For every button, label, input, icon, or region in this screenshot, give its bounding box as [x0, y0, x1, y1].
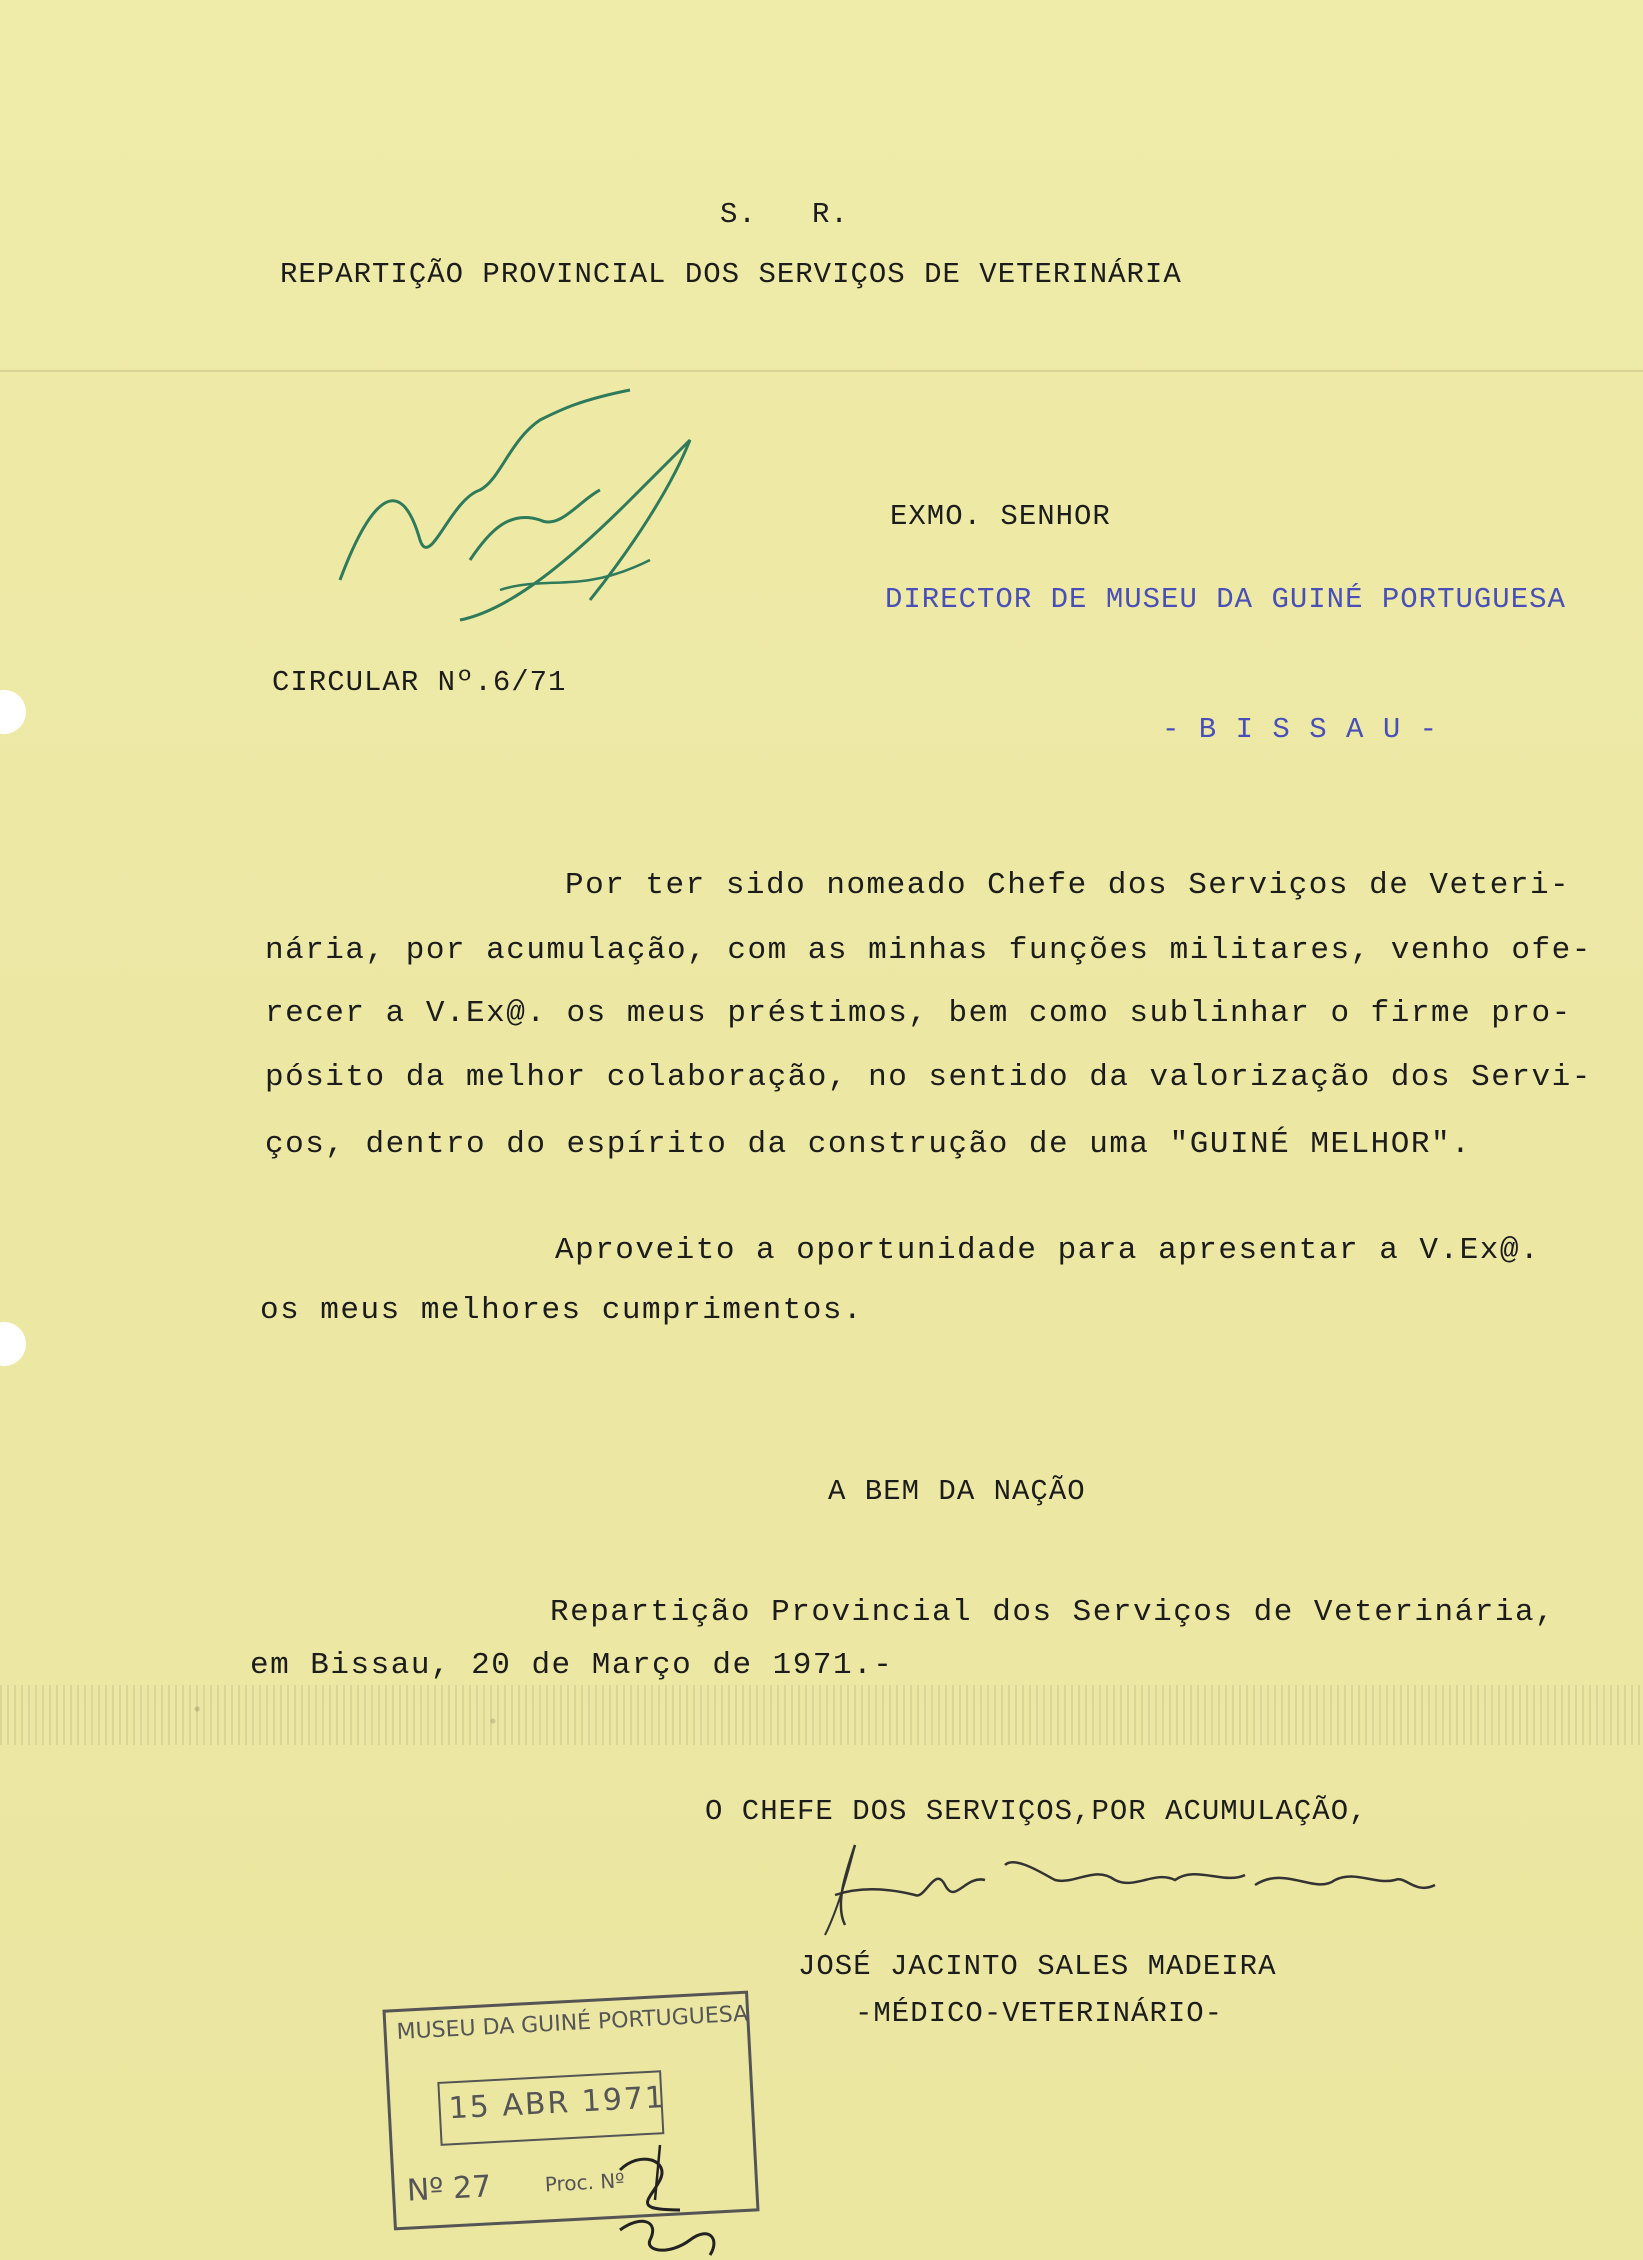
handwritten-annotation [330, 380, 730, 650]
recipient-city: - B I S S A U - [1162, 713, 1439, 746]
signatory-role: -MÉDICO-VETERINÁRIO- [855, 1997, 1224, 2030]
stamp-date: 15 ABR 1971 [447, 2080, 667, 2127]
paper-fold [0, 370, 1643, 372]
punch-hole [0, 1322, 26, 1366]
body-line: pósito da melhor colaboração, no sentido da valorização dos Servi- [265, 1060, 1592, 1095]
signature [815, 1825, 1455, 1945]
recipient-line: DIRECTOR DE MUSEU DA GUINÉ PORTUGUESA [885, 583, 1566, 616]
body-line: ços, dentro do espírito da construção de uma "GUINÉ MELHOR". [265, 1127, 1472, 1162]
stamp-number: Nº 27 [406, 2169, 493, 2209]
stamp-handwriting [600, 2140, 740, 2260]
circular-number: CIRCULAR Nº.6/71 [272, 666, 567, 699]
body-line: os meus melhores cumprimentos. [260, 1293, 864, 1328]
body-line: Por ter sido nomeado Chefe dos Serviços de Veteri- [565, 868, 1571, 903]
department-heading: REPARTIÇÃO PROVINCIAL DOS SERVIÇOS DE VETERINÁRIA [280, 258, 1182, 291]
stamp-proc: Proc. Nº [544, 2168, 626, 2197]
punch-hole [0, 690, 26, 734]
closing-motto: A BEM DA NAÇÃO [828, 1475, 1086, 1508]
photocopy-speckle-band [0, 1685, 1643, 1745]
signatory-title: O CHEFE DOS SERVIÇOS,POR ACUMULAÇÃO, [705, 1795, 1368, 1828]
place-line: Repartição Provincial dos Serviços de Veterinária, [550, 1595, 1556, 1630]
salutation: EXMO. SENHOR [890, 500, 1111, 533]
body-line: recer a V.Ex@. os meus préstimos, bem como sublinhar o firme pro- [265, 996, 1572, 1031]
date-line: em Bissau, 20 de Março de 1971.- [250, 1648, 894, 1683]
body-line: Aproveito a oportunidade para apresentar a V.Ex@. [555, 1233, 1541, 1268]
stamp-title: MUSEU DA GUINÉ PORTUGUESA [396, 2001, 749, 2045]
signatory-name: JOSÉ JACINTO SALES MADEIRA [798, 1950, 1277, 1983]
body-line: nária, por acumulação, com as minhas funções militares, venho ofe- [265, 933, 1592, 968]
header-sr: S. R. [720, 198, 849, 231]
